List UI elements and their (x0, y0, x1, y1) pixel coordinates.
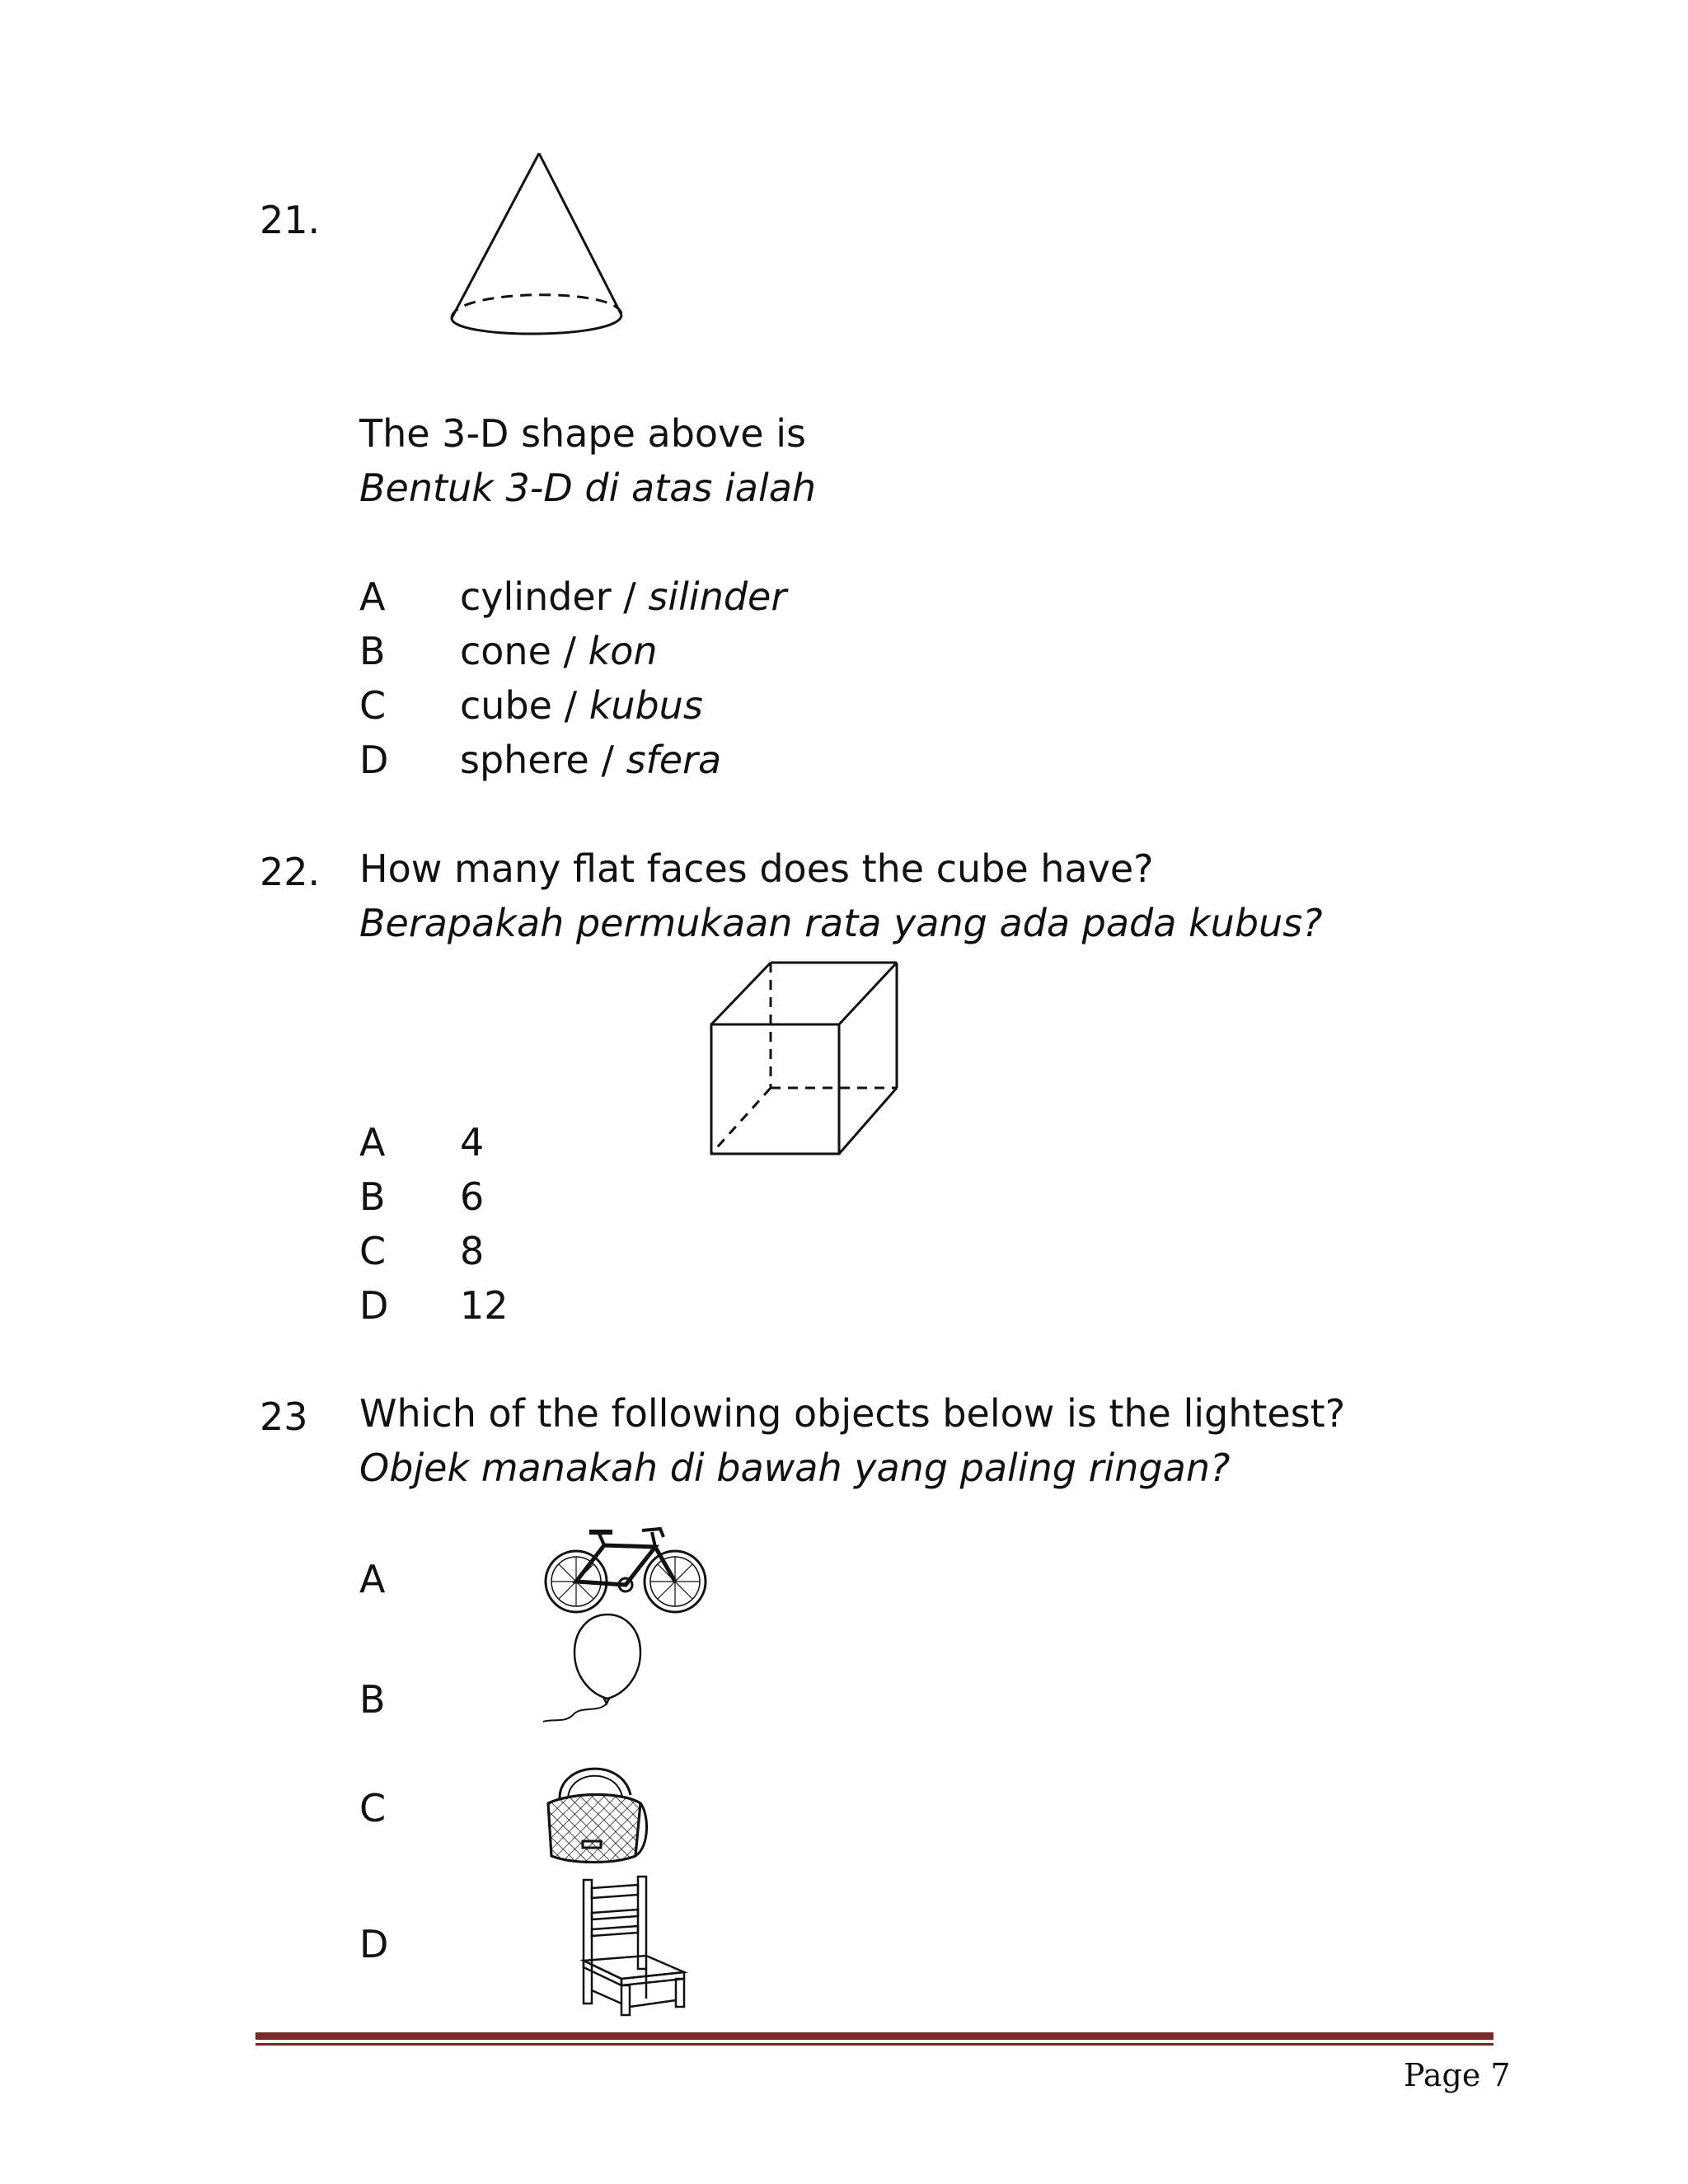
q21-option-b-ms: kon (588, 629, 658, 673)
q21-option-a-letter: A (359, 574, 386, 619)
q22-option-c[interactable]: 8 (460, 1229, 485, 1273)
question-number-22: 22. (260, 850, 321, 894)
q22-option-a-letter: A (359, 1120, 386, 1165)
q22-question-ms: Berapakah permukaan rata yang ada pada kubus? (359, 901, 1323, 945)
q22-option-d[interactable]: 12 (460, 1283, 509, 1328)
q23-question-en: Which of the following objects below is the lightest? (359, 1391, 1346, 1436)
question-number-23: 23 (260, 1394, 308, 1439)
q21-option-d-letter: D (359, 738, 389, 782)
q22-option-d-letter: D (359, 1283, 389, 1328)
bicycle-icon[interactable] (540, 1521, 713, 1615)
q23-option-a-letter: A (359, 1557, 386, 1601)
q21-question-ms: Bentuk 3-D di atas ialah (359, 466, 817, 510)
q21-option-d-ms: sfera (626, 738, 722, 782)
q21-option-d-en: sphere / (460, 738, 626, 782)
q21-option-c-ms: kubus (588, 683, 703, 728)
q23-question-ms: Objek manakah di bawah yang paling ringan? (359, 1446, 1231, 1490)
q21-option-a-ms: silinder (648, 574, 787, 619)
question-number-21: 21. (260, 198, 321, 242)
q22-option-b[interactable]: 6 (460, 1174, 485, 1219)
handbag-icon[interactable] (540, 1755, 655, 1867)
footer-rule-thin (256, 2043, 1493, 2046)
balloon-icon[interactable] (540, 1611, 655, 1727)
q22-option-c-letter: C (359, 1229, 387, 1273)
q21-option-c-letter: C (359, 683, 387, 728)
q21-option-a[interactable] (460, 574, 787, 619)
q21-option-c[interactable] (460, 683, 703, 728)
cube-icon (705, 956, 903, 1158)
q23-option-d-letter: D (359, 1922, 389, 1966)
q23-option-c-letter: C (359, 1786, 387, 1830)
q22-option-a[interactable]: 4 (460, 1120, 485, 1165)
q21-option-a-en: cylinder / (460, 574, 649, 619)
cone-icon (445, 148, 635, 342)
q21-question-en: The 3-D shape above is (359, 411, 806, 456)
q22-question-en: How many flat faces does the cube have? (359, 846, 1154, 891)
q21-option-b[interactable] (460, 629, 658, 673)
footer-rule-thick (256, 2032, 1493, 2040)
q22-option-b-letter: B (359, 1174, 386, 1219)
q21-option-c-en: cube / (460, 683, 589, 728)
q23-option-b-letter: B (359, 1677, 386, 1722)
chair-icon[interactable] (577, 1875, 692, 2019)
q21-option-d[interactable] (460, 738, 722, 782)
q21-option-b-en: cone / (460, 629, 588, 673)
q21-option-b-letter: B (359, 629, 386, 673)
page-number: Page 7 (1404, 2057, 1511, 2093)
